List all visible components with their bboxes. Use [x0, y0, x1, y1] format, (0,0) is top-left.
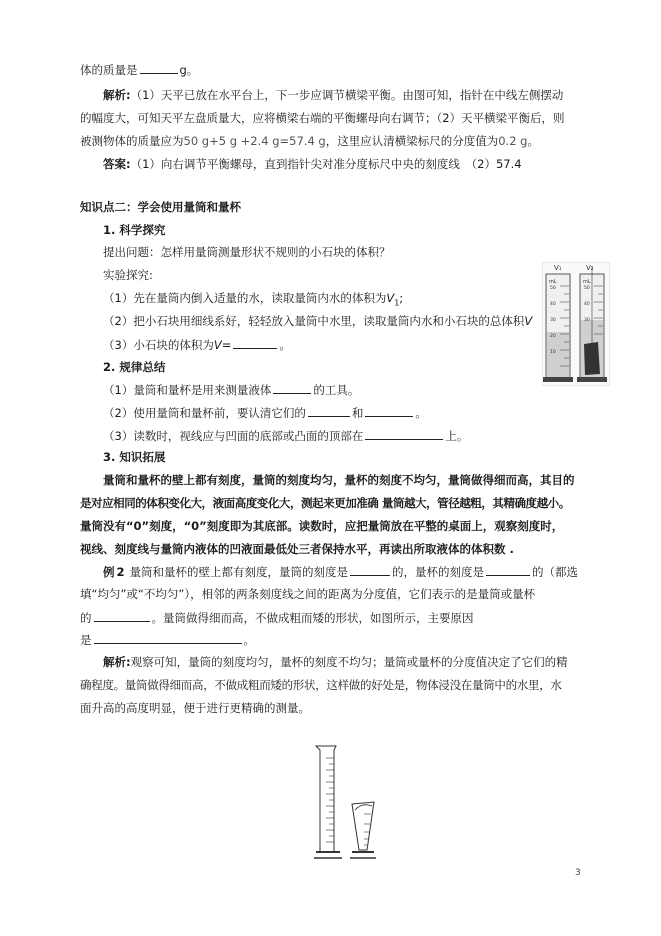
example-line-2: 填“均匀”或“不均匀”），相邻的两条刻度线之间的距离为分度值，它们表示的是量筒或量杯: [80, 587, 536, 601]
blank-precision: [94, 609, 150, 622]
cylinder-and-cup-figure: [312, 744, 382, 868]
blank-volume: [233, 336, 277, 349]
answer-line: 答案:（1）向右调节平衡螺母，直到指针尖对准分度标尺中央的刻度线 （2）57.4: [103, 157, 522, 171]
section-title: 知识点二：学会使用量筒和量杯: [80, 200, 241, 214]
step-1: （1）先在量筒内倒入适量的水，读取量筒内水的体积为$V_1$;: [103, 291, 404, 308]
knowledge-line-2: 是对应相同的体积变化大，液面高度变化大，测起来更加准确 量筒越大，管径越粗，其精确度越小。: [80, 496, 570, 510]
rule-2: （2）使用量筒和量杯前，要认清它们的 和 。: [103, 406, 427, 420]
step-2: （2）把小石块用细线系好，轻轻放入量筒中水里，读取量筒内水和小石块的总体积V: [103, 314, 533, 328]
svg-text:50: 50: [550, 286, 556, 291]
blank-reason: [94, 631, 242, 644]
measuring-cup: [350, 802, 376, 858]
example-analysis-1: 解析:观察可知，量筒的刻度均匀，量杯的刻度不均匀；量筒或量杯的分度值决定了它们的精: [103, 655, 568, 669]
stone: [584, 342, 600, 375]
example-analysis-3: 面升高的高度明显，便于进行更精确的测量。: [80, 701, 310, 715]
blank-cup-scale: [486, 563, 530, 576]
svg-text:30: 30: [550, 318, 556, 323]
step-3: （3）小石块的体积为V= 。: [103, 338, 291, 352]
label-v1: V₁: [554, 264, 562, 272]
svg-text:40: 40: [550, 302, 556, 307]
analysis-line-1: 解析:（1）天平已放在水平台上，下一步应调节横梁平衡。由图可知，指针在中线左侧摆动: [103, 88, 564, 102]
heading-summary: 2. 规律总结: [103, 360, 166, 374]
heading-science: 1. 科学探究: [103, 223, 166, 237]
rule-1: （1）量筒和量杯是用来测量液体 的工具。: [103, 383, 360, 397]
heading-extension: 3. 知识拓展: [103, 450, 166, 464]
blank-cylinder-scale: [350, 563, 390, 576]
cylinder-1: [543, 274, 573, 382]
example-line-4: 是 。: [80, 633, 255, 647]
analysis-line-3: 被测物体的质量应为50 g+5 g +2.4 g=57.4 g，这里应认清横梁标尺的分度值为0.2 g。: [80, 134, 539, 148]
svg-text:20: 20: [550, 334, 556, 339]
svg-text:30: 30: [584, 318, 590, 323]
tall-cylinder: [314, 746, 342, 858]
line-mass: 体的质量是 g。: [80, 63, 199, 77]
svg-text:50: 50: [584, 286, 590, 291]
label-v2: V₂: [586, 264, 594, 272]
blank-liquid: [273, 381, 311, 394]
blank-mass: [140, 61, 178, 74]
example-line-3: 的 。量筒做得细而高，不做成粗而矮的形状，如图所示，主要原因: [80, 611, 474, 625]
page-number: 3: [575, 868, 581, 878]
svg-text:40: 40: [584, 302, 590, 307]
svg-text:10: 10: [550, 350, 556, 355]
rule-3: （3）读数时，视线应与凹面的底部或凸面的顶部在 上。: [103, 429, 469, 443]
experiment-label: 实验探究:: [103, 268, 153, 282]
analysis-line-2: 的幅度大，可知天平左盘质量大，应将横梁右端的平衡螺母向右调节；（2）天平横梁平衡后，则: [80, 111, 565, 125]
knowledge-line-4: 视线、刻度线与量筒内液体的凹液面最低处三者保持水平，再读出所取液体的体积数 .: [80, 542, 514, 556]
blank-level: [365, 427, 443, 440]
cylinders-photo: [542, 262, 610, 386]
unit-1: mL: [549, 279, 557, 285]
blank-division: [365, 404, 413, 417]
example-line-1: 例 2 量筒和量杯的壁上都有刻度，量筒的刻度是 的，量杯的刻度是 的（都选: [103, 565, 579, 579]
cylinder-2: [577, 266, 607, 382]
question-line: 提出问题：怎样用量筒测量形状不规则的小石块的体积？: [103, 245, 391, 259]
blank-range: [308, 404, 350, 417]
unit-2: mL: [583, 279, 591, 285]
knowledge-line-3: 量筒没有“0”刻度，“0”刻度即为其底部。读数时，应把量筒放在平整的桌面上，观察刻度时，: [80, 519, 564, 533]
knowledge-line-1: 量筒和量杯的壁上都有刻度，量筒的刻度均匀，量杯的刻度不均匀，量筒做得细而高，其目的: [103, 473, 575, 487]
example-analysis-2: 确程度。量筒做得细而高，不做成粗而矮的形状，这样做的好处是，物体浸没在量筒中的水里，水: [80, 678, 562, 692]
